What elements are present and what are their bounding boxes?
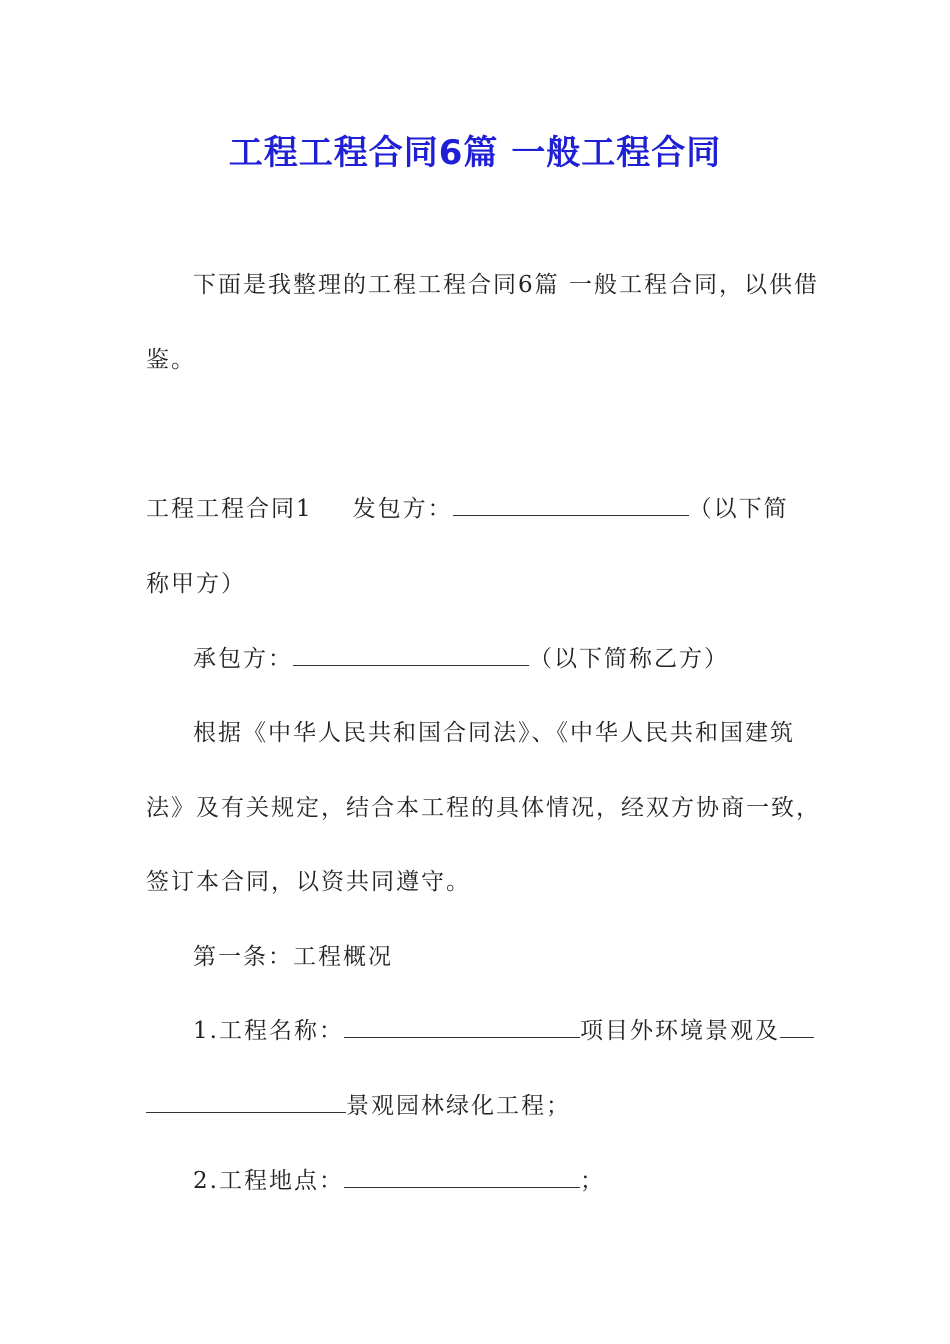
item-1-cont-blank: [146, 1090, 346, 1113]
party-a-blank: [453, 493, 689, 516]
intro-paragraph-line-1: 下面是我整理的工程工程合同6篇 一般工程合同，以供借: [193, 272, 819, 298]
party-b-label: 承包方：: [193, 646, 293, 672]
party-a-label: 发包方：: [352, 496, 453, 522]
basis-paragraph-line-1: 根据《中华人民共和国合同法》、《中华人民共和国建筑: [193, 720, 795, 746]
item-1-continuation: [146, 1086, 571, 1126]
party-b-line: [193, 639, 729, 679]
item-2-suffix: ；: [579, 1168, 605, 1194]
basis-paragraph-line-2: 法》及有关规定，结合本工程的具体情况，经双方协商一致，: [146, 795, 821, 821]
item-1-trailing-blank: [780, 1015, 814, 1038]
item-1-mid: 项目外环境景观及: [579, 1018, 780, 1044]
item-1-cont-text: 景观园林绿化工程；: [346, 1093, 571, 1119]
party-b-blank: [293, 643, 529, 666]
party-a-suffix-line: 称甲方）: [146, 571, 246, 597]
party-a-suffix: （以下简: [688, 496, 789, 522]
item-1-blank: [344, 1015, 580, 1038]
item-1-line: [193, 1011, 814, 1051]
basis-paragraph-line-3: 签订本合同，以资共同遵守。: [146, 869, 471, 895]
party-b-suffix: （以下简称乙方）: [529, 646, 729, 672]
party-a-line: [146, 489, 789, 529]
document-title: 工程工程合同6篇 一般工程合同: [228, 133, 722, 173]
contract-heading: 工程工程合同1: [146, 496, 313, 522]
intro-paragraph-line-2: 鉴。: [146, 347, 196, 373]
item-1-label: 1.工程名称：: [193, 1018, 344, 1044]
article-1-heading: 第一条：工程概况: [193, 944, 393, 970]
item-2-line: [193, 1161, 605, 1201]
item-2-blank: [344, 1165, 580, 1188]
item-2-label: 2.工程地点：: [193, 1168, 344, 1194]
